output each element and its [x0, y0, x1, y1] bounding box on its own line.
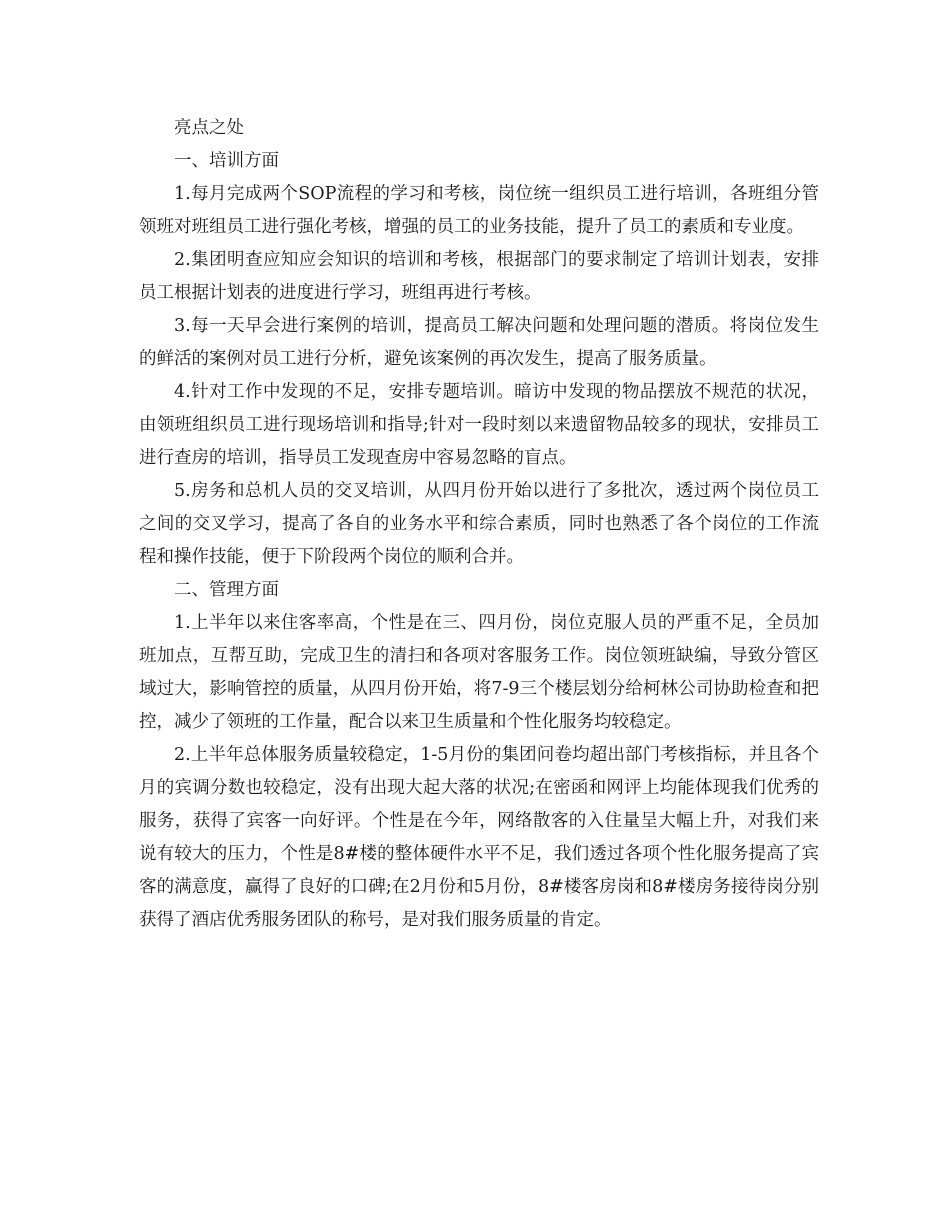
paragraph: 4.针对工作中发现的不足，安排专题培训。暗访中发现的物品摆放不规范的状况，由领班组织员工进行现场培训和指导;针对一段时刻以来遗留物品较多的现状，安排员工进行查房的培训，指导员工发现查房中容易忽略的盲点。 — [139, 382, 819, 468]
paragraph: 5.房务和总机人员的交叉培训，从四月份开始以进行了多批次，透过两个岗位员工之间的交叉学习，提高了各自的业务水平和综合素质，同时也熟悉了各个岗位的工作流程和操作技能，便于下阶段两个岗位的顺利合并。 — [139, 481, 819, 567]
paragraph: 1.每月完成两个SOP流程的学习和考核，岗位统一组织员工进行培训，各班组分管领班对班组员工进行强化考核，增强的员工的业务技能，提升了员工的素质和专业度。 — [139, 184, 819, 237]
paragraph: 3.每一天早会进行案例的培训，提高员工解决问题和处理问题的潜质。将岗位发生的鲜活的案例对员工进行分析，避免该案例的再次发生，提高了服务质量。 — [139, 316, 819, 369]
document-body — [139, 112, 819, 937]
paragraph: 1.上半年以来住客率高，个性是在三、四月份，岗位克服人员的严重不足，全员加班加点，互帮互助，完成卫生的清扫和各项对客服务工作。岗位领班缺编，导致分管区域过大，影响管控的质量，从四月份开始，将7-9三个楼层划分给柯林公司协助检查和把控，减少了领班的工作量，配合以来卫生质量和个性化服务均较稳定。 — [139, 613, 819, 732]
paragraph: 2.上半年总体服务质量较稳定，1-5月份的集团问卷均超出部门考核指标，并且各个月的宾调分数也较稳定，没有出现大起大落的状况;在密函和网评上均能体现我们优秀的服务，获得了宾客一向好评。个性是在今年，网络散客的入住量呈大幅上升，对我们来说有较大的压力，个性是8#楼的整体硬件水平不足，我们透过各项个性化服务提高了宾客的满意度，赢得了良好的口碑;在2月份和5月份，8#楼客房岗和8#楼房务接待岗分别获得了酒店优秀服务团队的称号，是对我们服务质量的肯定。 — [139, 745, 819, 930]
paragraph: 2.集团明查应知应会知识的培训和考核，根据部门的要求制定了培训计划表，安排员工根据计划表的进度进行学习，班组再进行考核。 — [139, 250, 819, 303]
section-title: 亮点之处 — [174, 118, 244, 138]
heading-training: 一、培训方面 — [174, 151, 279, 171]
heading-management: 二、管理方面 — [174, 580, 279, 600]
